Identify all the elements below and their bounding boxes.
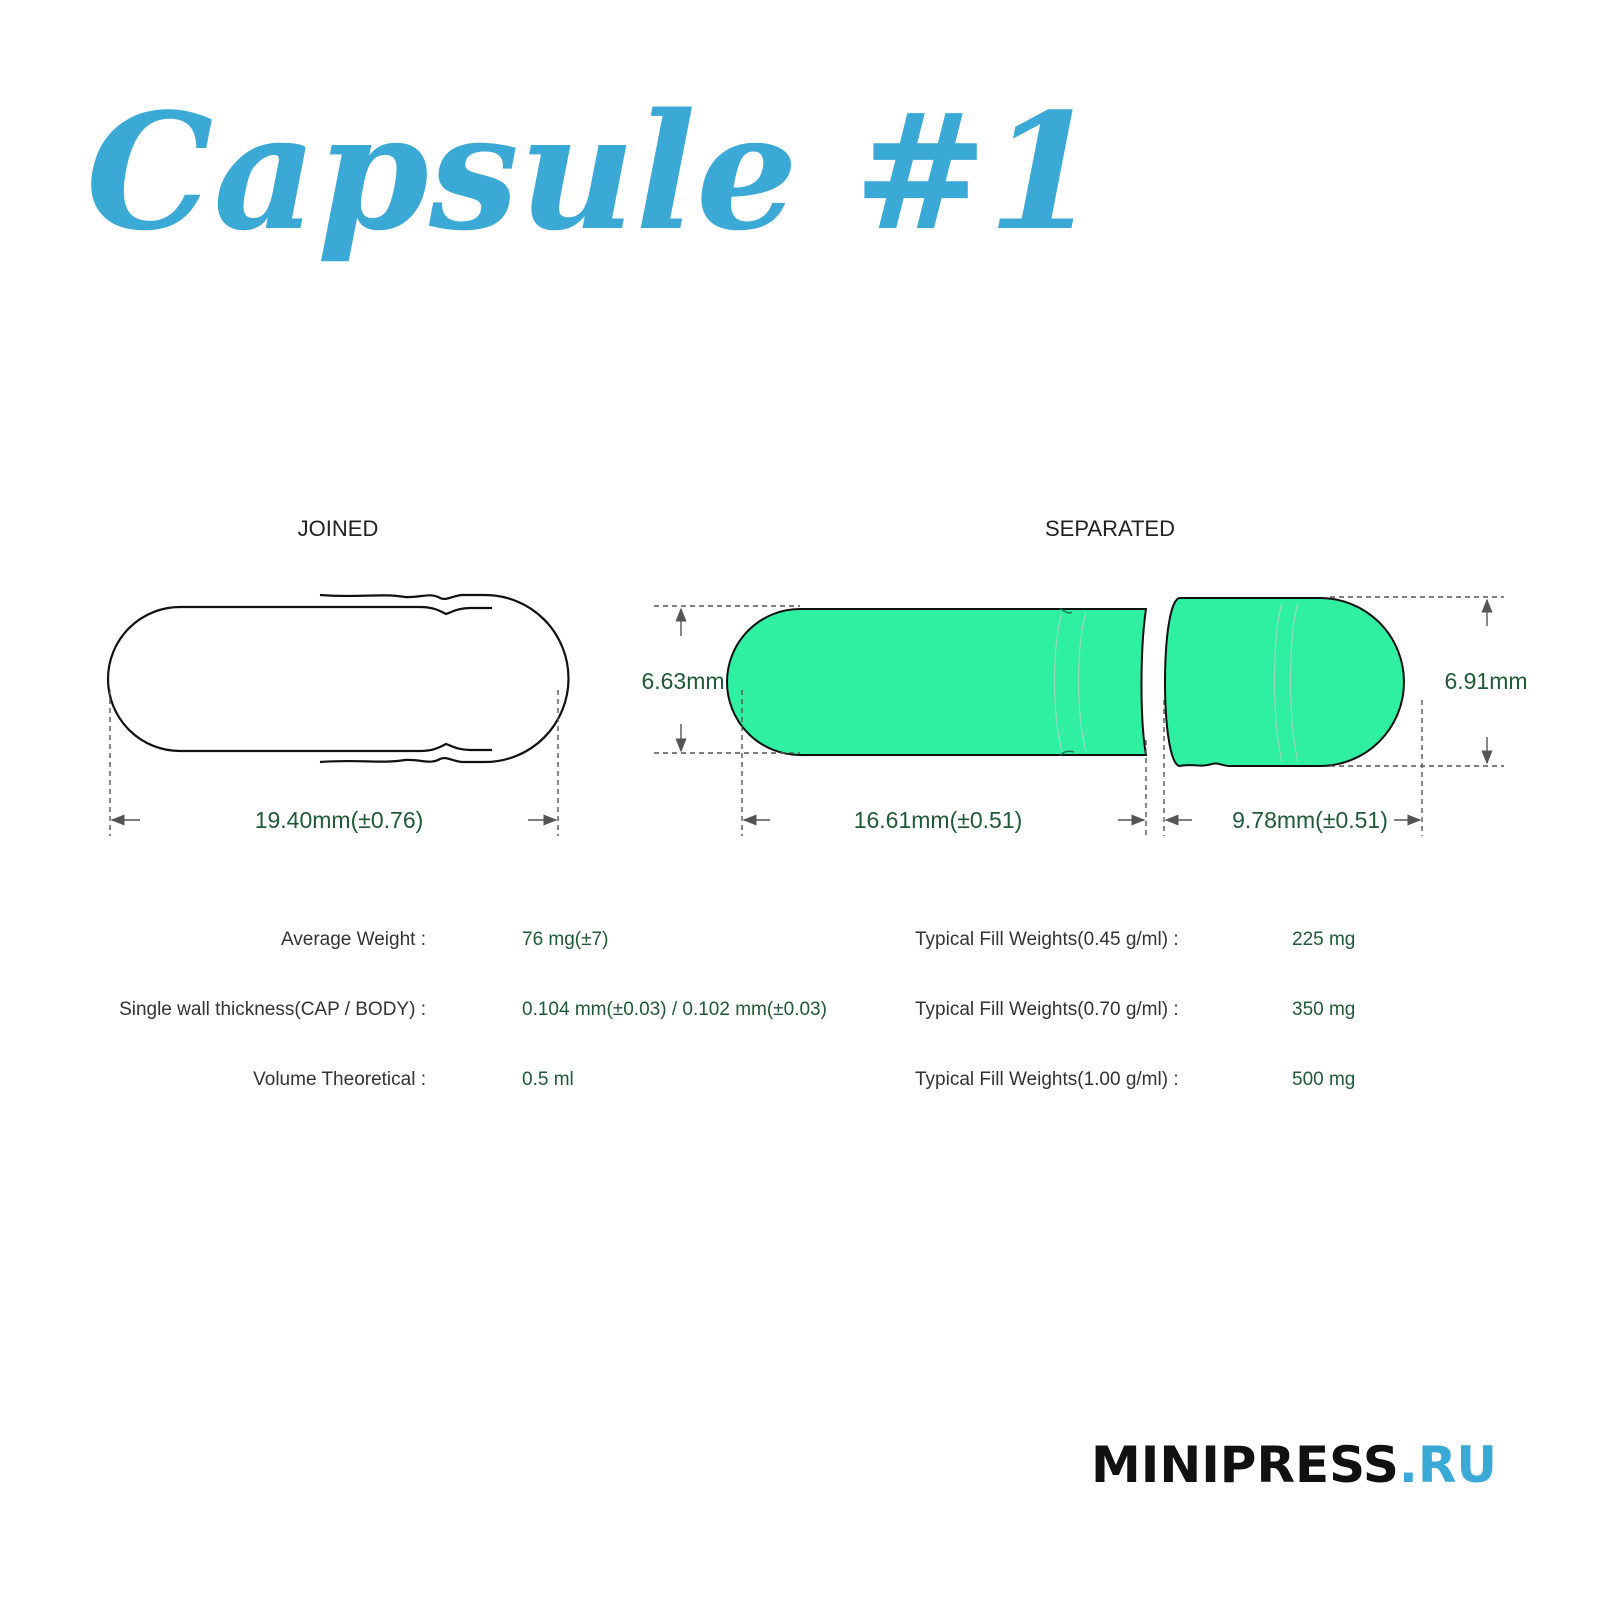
separated-cap [1165, 598, 1404, 766]
spec-value-fill-100: 500 mg [1292, 1069, 1356, 1090]
brand-name: MINIPRESS [1091, 1436, 1399, 1494]
spec-value-fill-070: 350 mg [1292, 999, 1356, 1020]
body-shape [727, 609, 1146, 755]
spec-value-average-weight: 76 mg(±7) [522, 929, 609, 950]
cap-length-label: 9.78mm(±0.51) [1232, 807, 1388, 833]
body-length-label: 16.61mm(±0.51) [853, 807, 1023, 833]
joined-label: JOINED [297, 516, 379, 541]
joined-body-outline [108, 607, 492, 751]
spec-label-fill-100: Typical Fill Weights(1.00 g/ml) : [915, 1069, 1179, 1090]
cap-shape [1165, 598, 1404, 766]
joined-length-label: 19.40mm(±0.76) [254, 807, 424, 833]
page-title: Capsule #1 [86, 78, 1099, 266]
spec-label-fill-070: Typical Fill Weights(0.70 g/ml) : [915, 999, 1179, 1020]
spec-value-fill-045: 225 mg [1292, 929, 1356, 950]
spec-label-wall-thickness: Single wall thickness(CAP / BODY) : [119, 999, 426, 1020]
spec-label-average-weight: Average Weight : [280, 929, 426, 950]
joined-capsule [108, 595, 569, 836]
spec-label-volume: Volume Theoretical : [253, 1069, 426, 1090]
brand-logo [1091, 1436, 1497, 1494]
separated-label: SEPARATED [1045, 516, 1175, 541]
spec-value-wall-thickness: 0.104 mm(±0.03) / 0.102 mm(±0.03) [522, 999, 827, 1020]
spec-value-volume: 0.5 ml [522, 1069, 574, 1090]
joined-cap-outline [320, 595, 569, 762]
brand-tld: .RU [1398, 1436, 1497, 1494]
separated-body [727, 609, 1146, 755]
spec-label-fill-045: Typical Fill Weights(0.45 g/ml) : [915, 929, 1179, 950]
cap-diameter-label: 6.91mm [1444, 668, 1528, 694]
body-diameter-label: 6.63mm [641, 668, 725, 694]
